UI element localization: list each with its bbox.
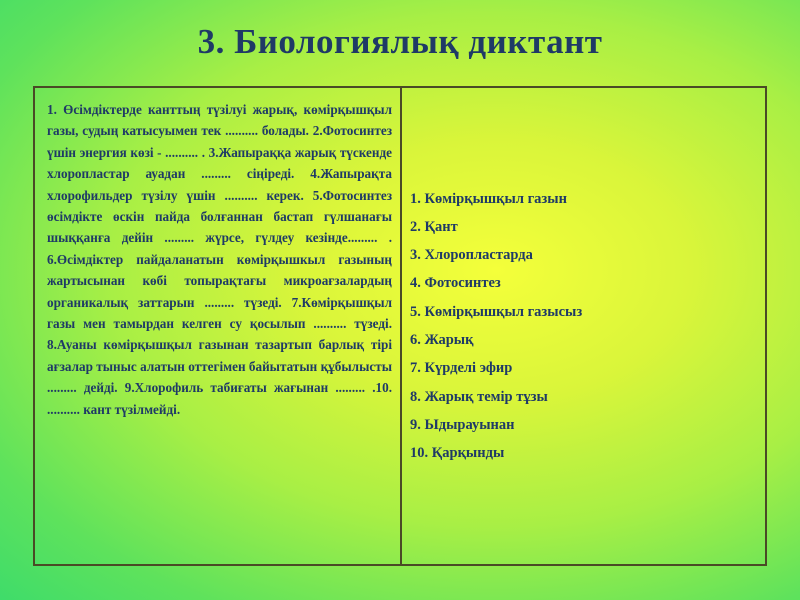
slide-title: 3. Биологиялық диктант bbox=[197, 22, 603, 61]
dictation-table bbox=[33, 86, 767, 566]
answer-item: 10. Қарқынды bbox=[410, 445, 505, 462]
answer-item: 2. Қант bbox=[410, 218, 458, 235]
answer-item: 3. Хлоропластарда bbox=[410, 247, 533, 264]
answer-item: 1. Көмірқышқыл газын bbox=[410, 190, 567, 207]
answer-item: 5. Көмірқышқыл газысыз bbox=[410, 303, 583, 320]
answer-item: 4. Фотосинтез bbox=[410, 275, 501, 292]
answer-item: 9. Ыдырауынан bbox=[410, 416, 515, 433]
questions-cell bbox=[35, 88, 402, 564]
answer-item: 6. Жарық bbox=[410, 332, 474, 348]
answers-cell bbox=[402, 88, 765, 564]
answers-list bbox=[410, 185, 582, 468]
answer-item: 7. Күрделі эфир bbox=[410, 360, 513, 377]
answer-item: 8. Жарық темір тұзы bbox=[410, 388, 548, 405]
questions-text: 1. Өсімдіктерде канттың түзілуі жарық, көмірқышқыл газы, судың катысуымен тек .......... болады. 2.Фотосинтез үшін энергия көзі - .......... . 3.Жапыраққа жарық түскенде хлоропластар ауадан ......... сіңіреді. 4.Жапырақта хлорофильдер түзілу үшін .......... керек. 5.Фотосинтез өсімдікте өскін пайда болғаннан бастап гүлшанағы шыққанға дейін ......... жүрсе, гүлдеу кезінде......... . 6.Өсімдіктер пайдаланатын көмірқышкыл газының жартысынан көбі топырақтағы микроағзалардың органикалық заттарын ......... түзеді. 7.Көмірқышқыл газы мен тамырдан келген су қосылып .......... түзеді. 8.Ауаны көмірқышқыл газынан тазартып барлық тірі ағзалар тыныс алатын оттегімен байытатын құбылысты ......... дейді. 9.Хлорофиль табиғаты жағынан ......... .10. .......... кант түзілмейді. bbox=[47, 102, 392, 417]
